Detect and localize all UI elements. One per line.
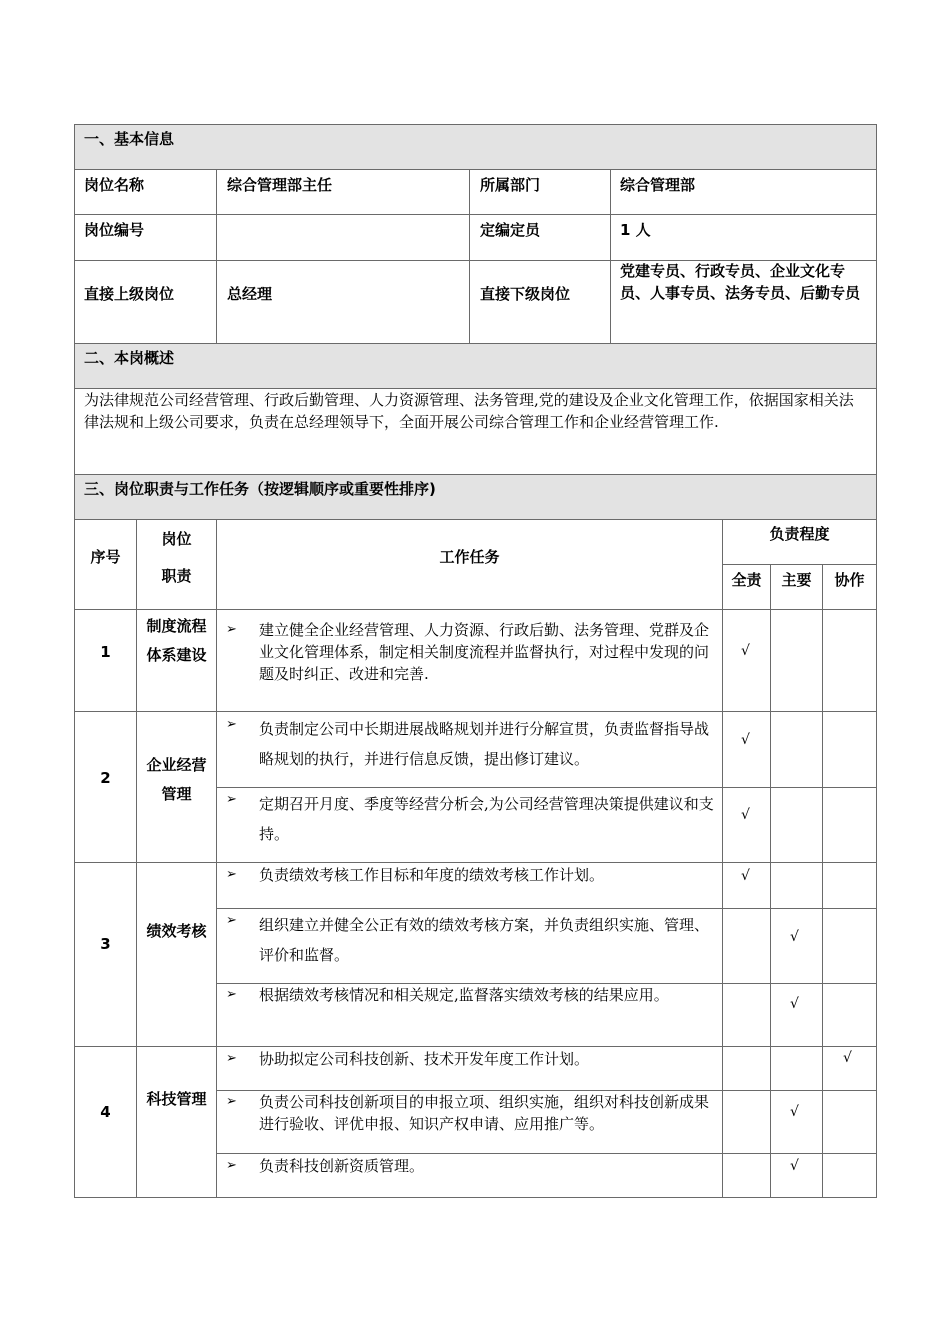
assist-cell (822, 862, 877, 909)
main-checkmark: √ (790, 929, 799, 945)
section1-header (74, 124, 877, 170)
assist-cell (822, 908, 877, 984)
header-task: 工作任务 (439, 548, 500, 566)
main-cell (770, 1090, 823, 1154)
subordinate-value: 党建专员、行政专员、企业文化专员、人事专员、法务专员、后勤专员 (620, 262, 861, 302)
full-checkmark: √ (741, 807, 750, 823)
section1-title: 一、基本信息 (84, 130, 175, 148)
overview-text: 为法律规范公司经营管理、行政后勤管理、人力资源管理、法务管理,党的建设及企业文化管理工作，依据国家相关法律法规和上级公司要求，负责在总经理领导下，全面开展公司综合管理工作和企业经营管理工作. (84, 391, 854, 431)
assist-cell (822, 983, 877, 1047)
main-cell (770, 862, 823, 909)
assist-checkmark: √ (843, 1050, 852, 1066)
header-assist: 协作 (834, 571, 865, 589)
headcount-value: 1 人 (620, 221, 651, 239)
task-text: 根据绩效考核情况和相关规定,监督落实绩效考核的结果应用。 (259, 986, 669, 1004)
main-cell (770, 983, 823, 1047)
main-cell (770, 1046, 823, 1091)
full-cell (722, 1046, 771, 1091)
seq-number: 3 (100, 935, 111, 953)
task-text: 负责公司科技创新项目的申报立项、组织实施，组织对科技创新成果进行验收、评优申报、知识产权申请、应用推广等。 (259, 1093, 710, 1133)
bullet-arrow: ➢ (226, 987, 237, 1002)
duty-label: 绩效考核 (146, 922, 207, 940)
main-checkmark: √ (790, 1158, 799, 1174)
main-cell (770, 787, 823, 863)
superior-label: 直接上级岗位 (84, 285, 175, 303)
department-label: 所属部门 (480, 176, 541, 194)
main-checkmark: √ (790, 996, 799, 1012)
full-cell (722, 908, 771, 984)
position-name-value: 综合管理部主任 (227, 176, 333, 194)
headcount-label: 定编定员 (480, 221, 541, 239)
main-cell (770, 711, 823, 788)
position-code-label: 岗位编号 (84, 221, 145, 239)
header-seq: 序号 (90, 548, 121, 566)
bullet-arrow: ➢ (226, 1051, 237, 1066)
bullet-arrow: ➢ (226, 792, 237, 807)
assist-cell (822, 609, 877, 712)
full-cell (722, 1153, 771, 1198)
duty-label: 企业经营管理 (146, 756, 207, 803)
full-checkmark: √ (741, 643, 750, 659)
position-name-label: 岗位名称 (84, 176, 145, 194)
full-cell (722, 1090, 771, 1154)
bullet-arrow: ➢ (226, 913, 237, 928)
header-full: 全责 (731, 571, 762, 589)
department-value: 综合管理部 (620, 176, 696, 194)
seq-number: 1 (100, 643, 111, 661)
full-cell (722, 983, 771, 1047)
bullet-arrow: ➢ (226, 1158, 237, 1173)
task-text: 负责科技创新资质管理。 (259, 1157, 425, 1175)
duty-cell (136, 1046, 217, 1198)
seq-number: 4 (100, 1103, 111, 1121)
duty-cell (136, 862, 217, 1047)
duty-label: 制度流程体系建设 (146, 617, 207, 664)
section3-title: 三、岗位职责与工作任务（按逻辑顺序或重要性排序) (84, 480, 436, 498)
full-checkmark: √ (741, 732, 750, 748)
subordinate-label: 直接下级岗位 (480, 285, 571, 303)
task-text: 建立健全企业经营管理、人力资源、行政后勤、法务管理、党群及企业文化管理体系，制定相关制度流程并监督执行，对过程中发现的问题及时纠正、改进和完善. (259, 621, 710, 683)
superior-value: 总经理 (227, 285, 273, 303)
main-cell (770, 609, 823, 712)
duty-label: 科技管理 (146, 1090, 207, 1108)
task-text: 负责绩效考核工作目标和年度的绩效考核工作计划。 (259, 866, 605, 884)
bullet-arrow: ➢ (226, 867, 237, 882)
bullet-arrow: ➢ (226, 622, 237, 637)
seq-number: 2 (100, 769, 111, 787)
full-checkmark: √ (741, 868, 750, 884)
header-duty-line2: 职责 (161, 567, 192, 585)
header-main: 主要 (781, 571, 812, 589)
bullet-arrow: ➢ (226, 717, 237, 732)
assist-cell (822, 711, 877, 788)
task-text: 组织建立并健全公正有效的绩效考核方案，并负责组织实施、管理、评价和监督。 (259, 916, 710, 964)
task-text: 负责制定公司中长期进展战略规划并进行分解宣贯，负责监督指导战略规划的执行，并进行信息反馈，提出修订建议。 (259, 720, 710, 768)
section2-header (74, 343, 877, 389)
header-duty-line1: 岗位 (161, 530, 192, 548)
full-cell (722, 787, 771, 863)
assist-cell (822, 787, 877, 863)
main-checkmark: √ (790, 1104, 799, 1120)
bullet-arrow: ➢ (226, 1094, 237, 1109)
task-text: 定期召开月度、季度等经营分析会,为公司经营管理决策提供建议和支持。 (259, 795, 714, 843)
assist-cell (822, 1153, 877, 1198)
cell-position-code-value (216, 214, 470, 261)
task-text: 协助拟定公司科技创新、技术开发年度工作计划。 (259, 1050, 590, 1068)
header-responsibility: 负责程度 (769, 525, 830, 543)
assist-cell (822, 1090, 877, 1154)
section2-title: 二、本岗概述 (84, 349, 175, 367)
